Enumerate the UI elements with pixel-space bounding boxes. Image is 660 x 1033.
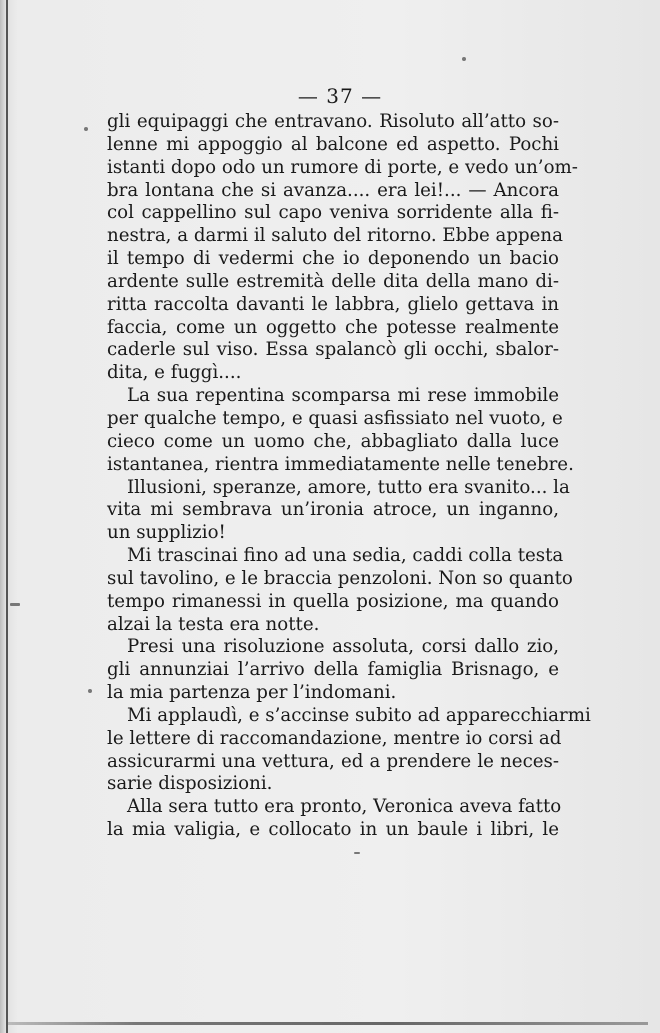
text-line: vita mi sembrava un’ironia atroce, un inganno, [107, 499, 559, 521]
text-line: La sua repentina scomparsa mi rese immobile [127, 385, 559, 407]
text-line: un supplizio! [107, 522, 226, 544]
ink-speck [88, 689, 92, 693]
text-line: il tempo di vedermi che io deponendo un bacio [107, 248, 559, 270]
page-number: — 37 — [297, 84, 383, 108]
text-line: le lettere di raccomandazione, mentre io corsi ad [107, 727, 562, 749]
text-line: la mia partenza per l’indomani. [107, 682, 397, 704]
text-line: bra lontana che si avanza.... era lei!... — Ancora [107, 179, 559, 201]
text-line: istantanea, rientra immediatamente nelle tenebre. [107, 453, 574, 475]
text-line: alzai la testa era notte. [107, 613, 320, 635]
binding-edge [6, 0, 8, 1033]
ink-speck [84, 127, 88, 131]
text-line: la mia valigia, e collocato in un baule i libri, le [107, 819, 559, 841]
text-line: lenne mi appoggio al balcone ed aspetto. Pochi [107, 133, 559, 155]
ink-speck [10, 603, 20, 606]
text-line: Mi trascinai fino ad una sedia, caddi colla testa [127, 545, 564, 567]
text-line: Illusioni, speranze, amore, tutto era svanito... la [127, 476, 570, 498]
text-line: ritta raccolta davanti le labbra, glielo gettava in [107, 293, 559, 315]
text-line: sul tavolino, e le braccia penzoloni. Non so quanto [107, 567, 573, 589]
text-line: gli annunziai l’arrivo della famiglia Brisnago, e [107, 659, 559, 681]
text-line: assicurarmi una vettura, ed a prendere le neces- [107, 750, 559, 772]
body-text [107, 111, 591, 842]
text-line: ardente sulle estremità delle dita della mano di- [107, 270, 559, 292]
text-line: nestra, a darmi il saluto del ritorno. Ebbe appena [107, 225, 563, 247]
text-line: faccia, come un oggetto che potesse realmente [107, 316, 559, 338]
text-line: Alla sera tutto era pronto, Veronica aveva fatto [127, 796, 562, 818]
text-line: caderle sul viso. Essa spalancò gli occhi, sbalor- [107, 339, 559, 361]
text-line: dita, e fuggì.... [107, 362, 242, 384]
ink-speck [354, 852, 360, 854]
page-bottom-edge [8, 1022, 648, 1025]
ink-speck [462, 57, 466, 61]
text-line: cieco come un uomo che, abbagliato dalla luce [107, 430, 559, 452]
text-line: Presi una risoluzione assoluta, corsi dallo zio, [127, 636, 559, 658]
text-line: col cappellino sul capo veniva sorridente alla fi- [107, 202, 559, 224]
text-line: per qualche tempo, e quasi asfissiato nel vuoto, e [107, 407, 563, 429]
text-line: sarie disposizioni. [107, 773, 273, 795]
text-line: gli equipaggi che entravano. Risoluto all’atto so- [107, 111, 559, 132]
text-line: tempo rimanessi in quella posizione, ma quando [107, 590, 559, 612]
text-line: istanti dopo odo un rumore di porte, e vedo un’om- [107, 156, 578, 178]
text-line: Mi applaudì, e s’accinse subito ad apparecchiarmi [127, 704, 591, 726]
